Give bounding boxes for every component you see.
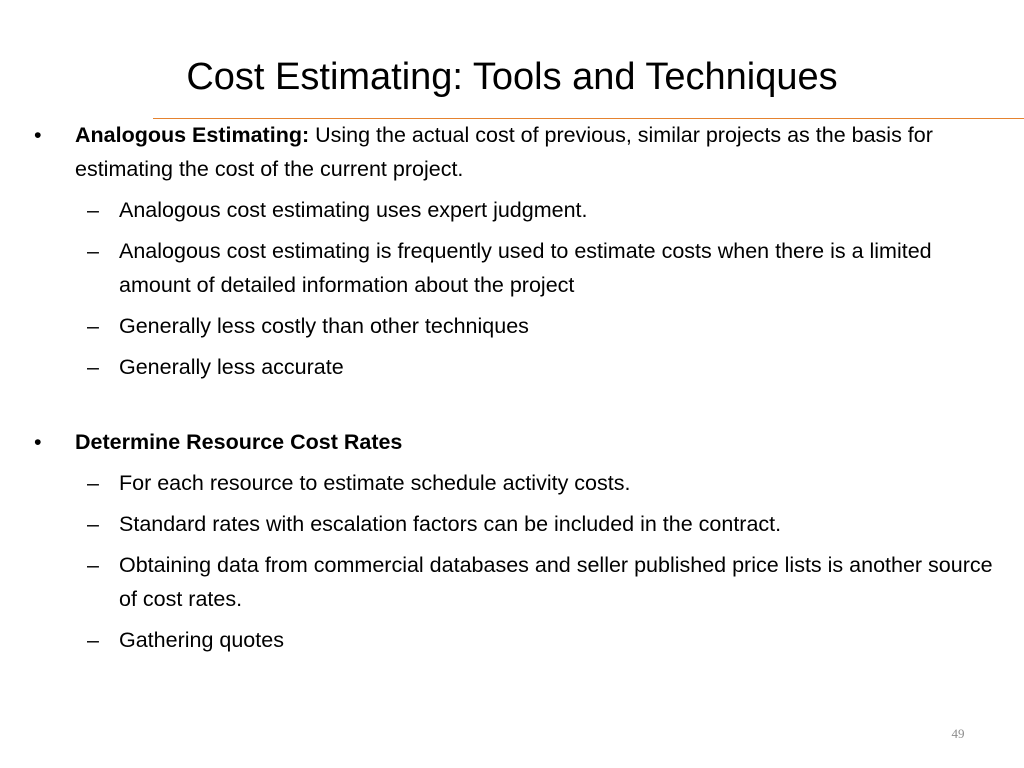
sub-item bbox=[34, 193, 994, 227]
spacer bbox=[34, 384, 994, 425]
dash-marker: – bbox=[87, 198, 99, 222]
sub-item bbox=[34, 623, 994, 657]
sub-item-text: Standard rates with escalation factors can be included in the contract. bbox=[119, 512, 782, 536]
sub-item bbox=[34, 466, 994, 500]
dash-marker: – bbox=[87, 471, 99, 495]
dash-marker: – bbox=[87, 239, 99, 263]
sub-list bbox=[34, 466, 994, 657]
bullet-item bbox=[34, 118, 994, 186]
dash-marker: – bbox=[87, 553, 99, 577]
sub-item-text: Generally less costly than other techniques bbox=[119, 314, 529, 338]
bullet-marker: • bbox=[34, 430, 42, 454]
dash-marker: – bbox=[87, 512, 99, 536]
page-number: 49 bbox=[951, 726, 965, 741]
sub-item-text: Analogous cost estimating is frequently used to estimate costs when there is a limited amount of detailed information about the project bbox=[119, 239, 932, 297]
slide-body bbox=[34, 118, 994, 657]
dash-marker: – bbox=[87, 314, 99, 338]
sub-list bbox=[34, 193, 994, 384]
slide-title: Cost Estimating: Tools and Techniques bbox=[186, 56, 838, 98]
sub-item bbox=[34, 350, 994, 384]
bullet-lead: Determine Resource Cost Rates bbox=[75, 430, 403, 454]
sub-item bbox=[34, 309, 994, 343]
sub-item-text: Analogous cost estimating uses expert judgment. bbox=[119, 198, 588, 222]
dash-marker: – bbox=[87, 628, 99, 652]
bullet-item bbox=[34, 425, 994, 459]
sub-item-text: For each resource to estimate schedule activity costs. bbox=[119, 471, 631, 495]
dash-marker: – bbox=[87, 355, 99, 379]
sub-item-text: Generally less accurate bbox=[119, 355, 344, 379]
bullet-lead: Analogous Estimating: bbox=[75, 123, 310, 147]
sub-item bbox=[34, 548, 994, 616]
sub-item bbox=[34, 234, 994, 302]
sub-item bbox=[34, 507, 994, 541]
bullet-text: Using the actual cost of previous, similar projects as the basis for estimating the cost of the current project. bbox=[75, 123, 933, 181]
sub-item-text: Gathering quotes bbox=[119, 628, 284, 652]
sub-item-text: Obtaining data from commercial databases and seller published price lists is another source of cost rates. bbox=[119, 553, 993, 611]
bullet-marker: • bbox=[34, 123, 42, 147]
